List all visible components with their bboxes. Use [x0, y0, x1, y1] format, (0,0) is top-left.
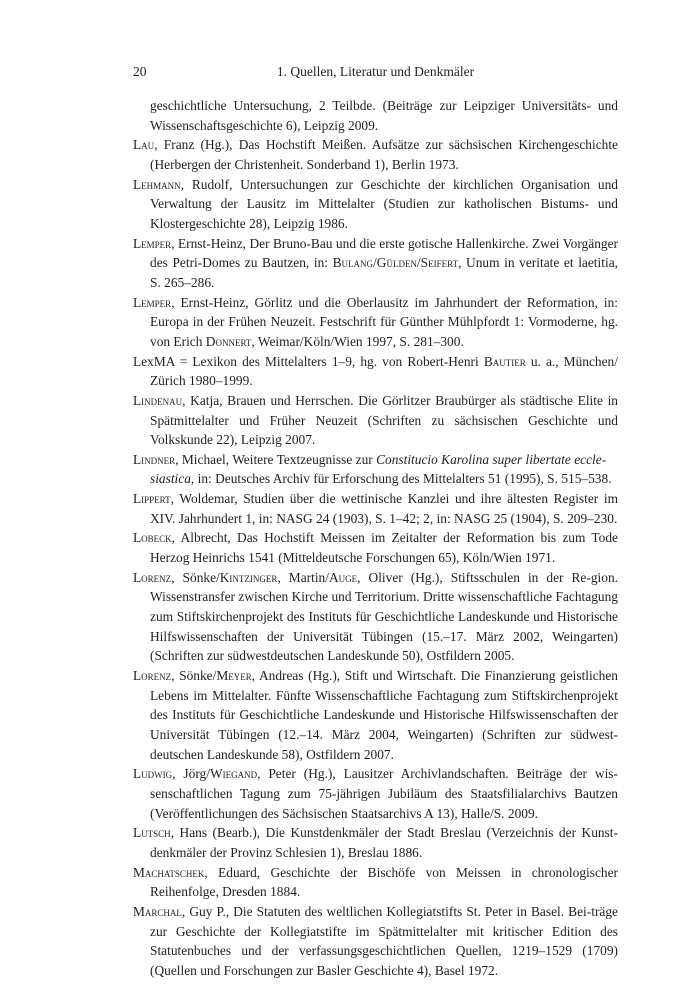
entry-text: , Ernst-Heinz, Görlitz und die Oberlausitz im Jahrhundert der Reformation, in: Europa in der Frühen Neuzeit. Festschrift für Günther Mühlpfordt 1: Vormoderne, hg. von Erich: [150, 294, 618, 349]
bibliography-entry-marchal: [133, 902, 618, 981]
entry-editor: Donnert: [205, 333, 252, 349]
entry-title-italic: Constitucio Karolina super libertate eccle-: [376, 451, 607, 467]
entry-editors: Bulang/Gülden/Seifert: [332, 255, 459, 271]
entry-text: , Weimar/Köln/Wien 1997, S. 281–300.: [251, 333, 464, 349]
entry-author: Lutsch: [133, 825, 171, 841]
bibliography-entry-lau: [133, 135, 618, 174]
entry-text: , Katja, Brauen und Herrschen. Die Görlitzer Braubürger als städtische Elite in Spätmittelalter und Früher Neuzeit (Schriften zu sächsischen Geschichte und Volkskunde 22), Leipzig 2007.: [150, 392, 618, 448]
entry-text: , Eduard, Geschichte der Bischöfe von Meissen in chronologischer Reihenfolge, Dresden 1884.: [150, 864, 618, 900]
entry-author: Lehmann: [133, 176, 181, 192]
entry-coauthor: Meyer: [216, 668, 252, 684]
entry-text: , Michael, Weitere Textzeugnisse zur: [175, 451, 377, 467]
entry-author: Lobeck: [133, 530, 172, 546]
entry-text: , Hans (Bearb.), Die Kunstdenkmäler der Stadt Breslau (Verzeichnis der Kunst-denkmäler der Provinz Schlesien 1), Breslau 1886.: [150, 825, 618, 860]
entry-text: , Guy P., Die Statuten des weltlichen Kollegiatstifts St. Peter in Basel. Bei-träge zur Geschichte der Kollegiatstifte im Spätmittelalter mit kritischer Edition des Statutenbuches und der verfassungsgeschichtlichen Quellen, 1219–1529 (1709) (Quellen und Forschungen zur Basler Geschichte 4), Basel 1972.: [150, 903, 618, 978]
entry-coauthor: Wiegand: [209, 766, 258, 782]
bibliography-entry-lehmann: [133, 175, 618, 234]
running-head: [133, 60, 618, 84]
bibliography-list: [133, 96, 618, 981]
bibliography-entry-lemper-2: [133, 293, 618, 352]
entry-author: Marchal: [133, 903, 182, 919]
entry-author: Lemper: [133, 235, 172, 251]
bibliography-entry-lutsch: [133, 823, 618, 862]
entry-text: , Franz (Hg.), Das Hochstift Meißen. Aufsätze zur sächsischen Kirchengeschichte (Herbergen der Christenheit. Sonderband 1), Berlin 1973.: [150, 137, 618, 172]
entry-text: , Unum in veritate et laetitia, S. 265–286.: [150, 255, 618, 290]
bibliography-entry-lindenau: [133, 391, 618, 450]
entry-author: Ludwig: [133, 766, 173, 782]
page-number: 20: [133, 64, 147, 79]
bibliography-entry-lexma: [133, 352, 618, 391]
entry-text: u. a., München/ Zürich 1980–1999.: [150, 353, 618, 389]
entry-coauthor: Auge: [328, 569, 358, 585]
bibliography-entry-lemper-1: [133, 234, 618, 293]
entry-text: , Jörg/: [172, 766, 210, 782]
entry-author: Lindner: [133, 451, 176, 467]
entry-text: , Peter (Hg.), Lausitzer Archivlandschaften. Beiträge der wis-senschaftlichen Tagung zum 75-jährigen Jubiläum des Staatsfilialarchivs Bautzen (Veröffentlichungen des Sächsischen Staatsarchivs A 13), Halle/S. 2009.: [150, 766, 618, 821]
entry-text: , Albrecht, Das Hochstift Meissen im Zeitalter der Reformation bis zum Tode Herzog Heinrichs 1541 (Mitteldeutsche Forschungen 65), Köln/Wien 1971.: [150, 530, 618, 566]
entry-author: Machatschek: [133, 864, 205, 880]
entry-text: , Sönke/: [171, 668, 217, 684]
entry-text: , Rudolf, Untersuchungen zur Geschichte der kirchlichen Organisation und Verwaltung der Lausitz im Mittelalter (Studien zur katholischen Bistums- und Klostergeschichte 28), Leipzig 1986.: [150, 176, 618, 231]
entry-author: Lemper: [133, 294, 172, 310]
entry-text: LexMA = Lexikon des Mittelalters 1–9, hg. von Robert-Henri: [133, 353, 484, 369]
entry-text: , Andreas (Hg.), Stift und Wirtschaft. Die Finanzierung geistlichen Lebens im Mittelalter. Fünfte Wissenschaftliche Fachtagung zum Stiftskirchenprojekt des Instituts für Geschichtliche Landeskunde und Historische Hilfswissenschaften der Universität Tübingen (12.–14. März 2004, Weingarten) (Schriften zur südwest-deutschen Landeskunde 58), Ostfildern 2007.: [150, 668, 618, 762]
entry-text: , Ernst-Heinz, Der Bruno-Bau und die erste gotische Hallenkirche. Zwei Vorgänger des Petri-Domes zu Bautzen, in:: [150, 235, 618, 271]
entry-editor: Bautier: [483, 353, 526, 369]
entry-text: , Martin/: [277, 569, 329, 585]
entry-author: Lindenau: [133, 392, 183, 408]
bibliography-entry-lobeck: [133, 528, 618, 567]
entry-coauthor: Kintzinger: [219, 569, 278, 585]
entry-author: Lippert: [133, 491, 171, 507]
bibliography-entry-continued: [133, 96, 618, 135]
entry-text: , in: Deutsches Archiv für Erforschung des Mittelalters 51 (1995), S. 515–538.: [190, 471, 612, 487]
entry-author: Lau: [133, 137, 155, 153]
bibliography-entry-ludwig: [133, 764, 618, 823]
entry-author: Lorenz: [133, 668, 172, 684]
bibliography-entry-lippert: [133, 489, 618, 528]
entry-text: , Woldemar, Studien über die wettinische Kanzlei und ihre ältesten Register im XIV. Jahrhundert 1, in: NASG 24 (1903), S. 1–42; 2, in: NASG 25 (1904), S. 209–230.: [150, 491, 618, 526]
entry-title-italic: siastica: [150, 471, 191, 487]
section-title: 1. Quellen, Literatur und Denkmäler: [276, 64, 475, 79]
entry-text: , Oliver (Hg.), Stiftsschulen in der Re-gion. Wissenstransfer zwischen Kirche und Territorium. Dritte wissenschaftliche Fachtagung zum Stiftskirchenprojekt des Instituts für Geschichtliche Landeskunde und Historische Hilfswissenschaften der Universität Tübingen (15.–17. März 2002, Weingarten) (Schriften zur südwestdeutschen Landeskunde 50), Ostfildern 2005.: [150, 569, 618, 664]
bibliography-entry-lorenz-2: [133, 666, 618, 764]
entry-text: geschichtliche Untersuchung, 2 Teilbde. (Beiträge zur Leipziger Universitäts- und Wissenschaftsgeschichte 6), Leipzig 2009.: [150, 98, 618, 133]
entry-author: Lorenz: [133, 569, 172, 585]
bibliography-entry-machatschek: [133, 863, 618, 902]
bibliography-entry-lorenz-1: [133, 568, 618, 666]
bibliography-entry-lindner: [133, 450, 618, 489]
entry-text: , Sönke/: [171, 569, 220, 585]
